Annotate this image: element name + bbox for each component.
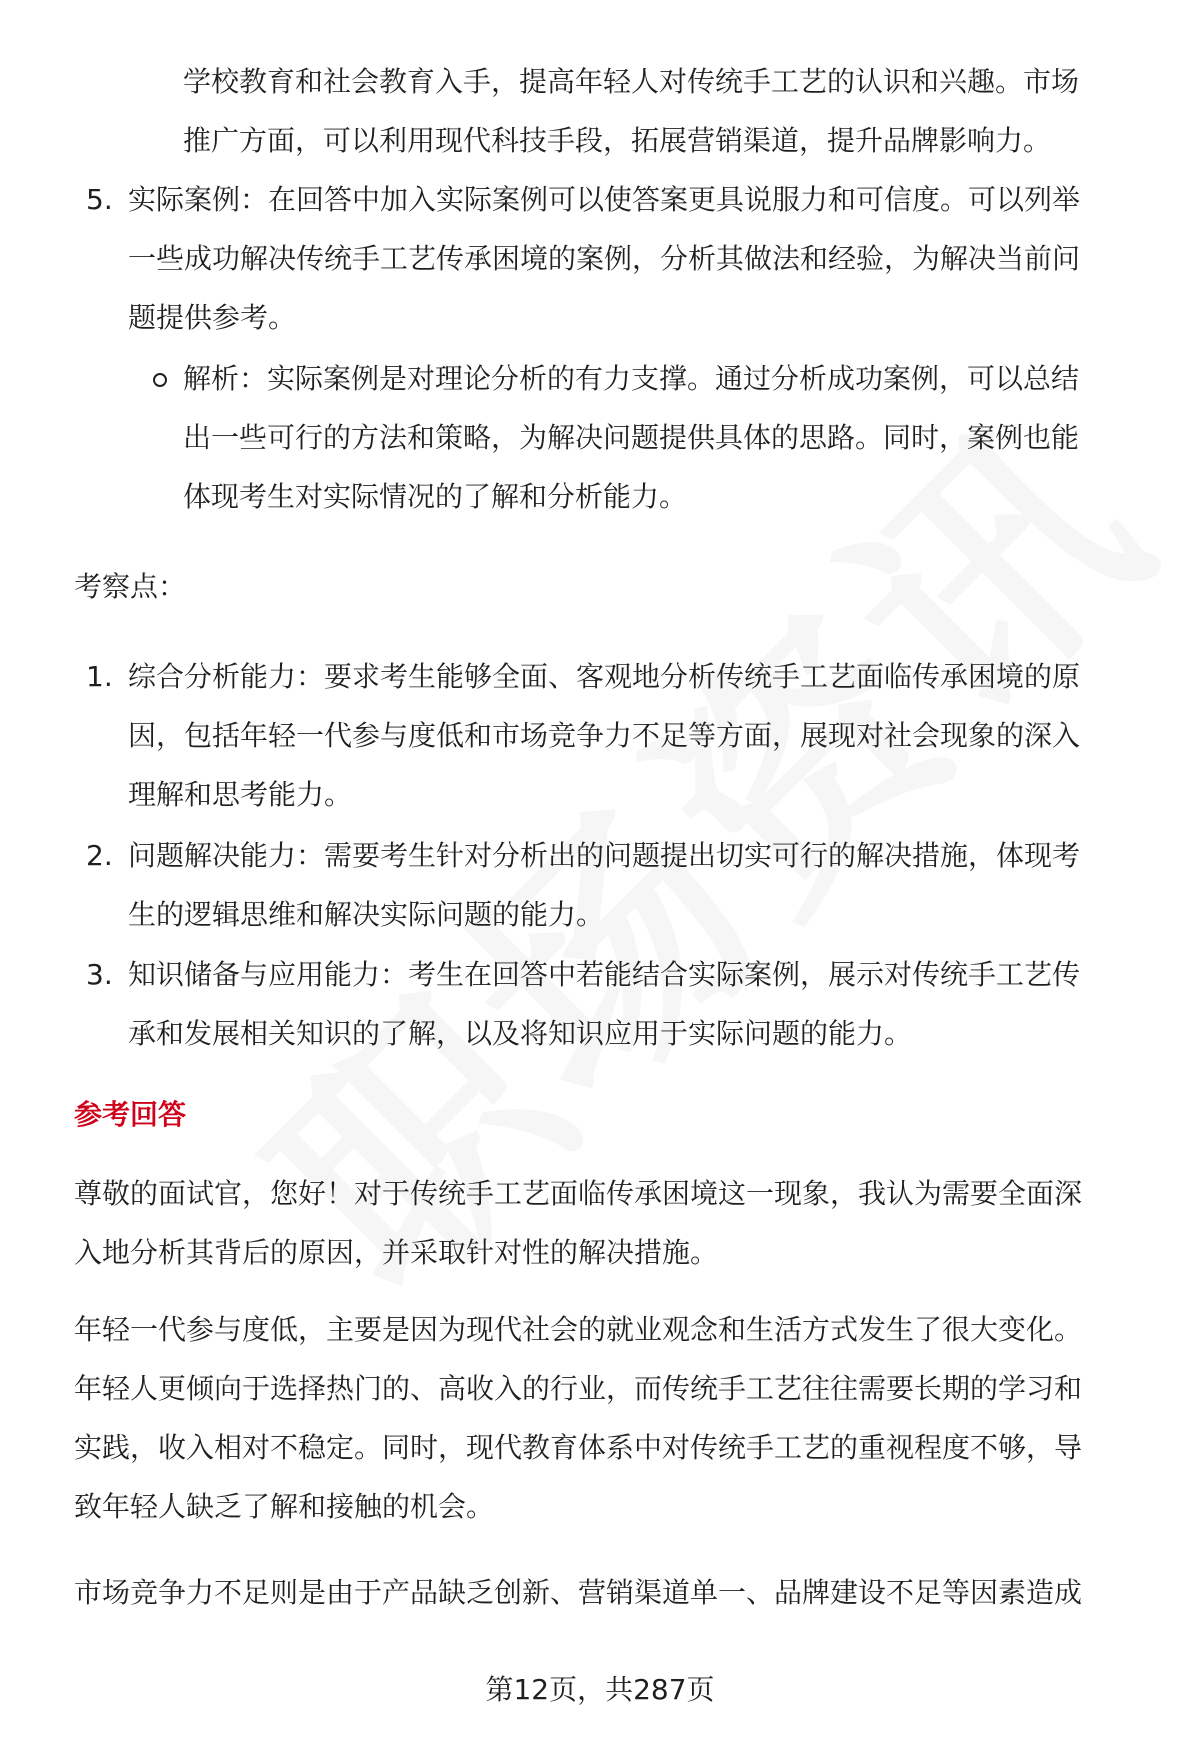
- ref-p1-line-1: 尊敬的面试官，您好！对于传统手工艺面临传承困境这一现象，我认为需要全面深: [74, 1177, 1083, 1210]
- exam-item2-line-1: 问题解决能力：需要考生针对分析出的问题提出切实可行的解决措施，体现考: [128, 839, 1081, 872]
- ref-p2-line-4: 致年轻人缺乏了解和接触的机会。: [74, 1490, 495, 1523]
- exam-item1-line-1: 综合分析能力：要求考生能够全面、客观地分析传统手工艺面临传承困境的原: [128, 660, 1081, 693]
- page-number: 第12页，共287页: [485, 1673, 715, 1706]
- item5-line-2: 一些成功解决传统手工艺传承困境的案例，分析其做法和经验，为解决当前问: [128, 242, 1081, 275]
- intro-line-1: 学校教育和社会教育入手，提高年轻人对传统手工艺的认识和兴趣。市场: [183, 65, 1080, 98]
- ref-p3-line-1: 市场竞争力不足则是由于产品缺乏创新、营销渠道单一、品牌建设不足等因素造成: [74, 1576, 1083, 1609]
- item5-line-3: 题提供参考。: [128, 301, 297, 334]
- ref-p2-line-3: 实践，收入相对不稳定。同时，现代教育体系中对传统手工艺的重视程度不够，导: [74, 1431, 1083, 1464]
- item5-line-1: 实际案例：在回答中加入实际案例可以使答案更具说服力和可信度。可以列举: [128, 183, 1081, 216]
- intro-line-2: 推广方面，可以利用现代科技手段，拓展营销渠道，提升品牌影响力。: [183, 124, 1052, 157]
- ref-p2-line-1: 年轻一代参与度低，主要是因为现代社会的就业观念和生活方式发生了很大变化。: [74, 1313, 1083, 1346]
- exam-item1-number: 1.: [86, 660, 113, 693]
- ref-p1-line-2: 入地分析其背后的原因，并采取针对性的解决措施。: [74, 1236, 719, 1269]
- item5-sub-line-1: 解析：实际案例是对理论分析的有力支撑。通过分析成功案例，可以总结: [183, 362, 1080, 395]
- sub-bullet-icon: [153, 373, 167, 387]
- exam-points-heading: 考察点：: [74, 570, 187, 603]
- exam-item3-line-1: 知识储备与应用能力：考生在回答中若能结合实际案例，展示对传统手工艺传: [128, 958, 1081, 991]
- item5-number: 5.: [86, 183, 113, 216]
- item5-sub-line-2: 出一些可行的方法和策略，为解决问题提供具体的思路。同时，案例也能: [183, 421, 1080, 454]
- reference-heading: 参考回答: [74, 1098, 187, 1131]
- exam-item1-line-3: 理解和思考能力。: [128, 778, 353, 811]
- exam-item2-line-2: 生的逻辑思维和解决实际问题的能力。: [128, 898, 605, 931]
- item5-sub-line-3: 体现考生对实际情况的了解和分析能力。: [183, 480, 688, 513]
- ref-p2-line-2: 年轻人更倾向于选择热门的、高收入的行业，而传统手工艺往往需要长期的学习和: [74, 1372, 1083, 1405]
- exam-item1-line-2: 因，包括年轻一代参与度低和市场竞争力不足等方面，展现对社会现象的深入: [128, 719, 1081, 752]
- exam-item3-number: 3.: [86, 958, 113, 991]
- exam-item2-number: 2.: [86, 839, 113, 872]
- exam-item3-line-2: 承和发展相关知识的了解，以及将知识应用于实际问题的能力。: [128, 1017, 913, 1050]
